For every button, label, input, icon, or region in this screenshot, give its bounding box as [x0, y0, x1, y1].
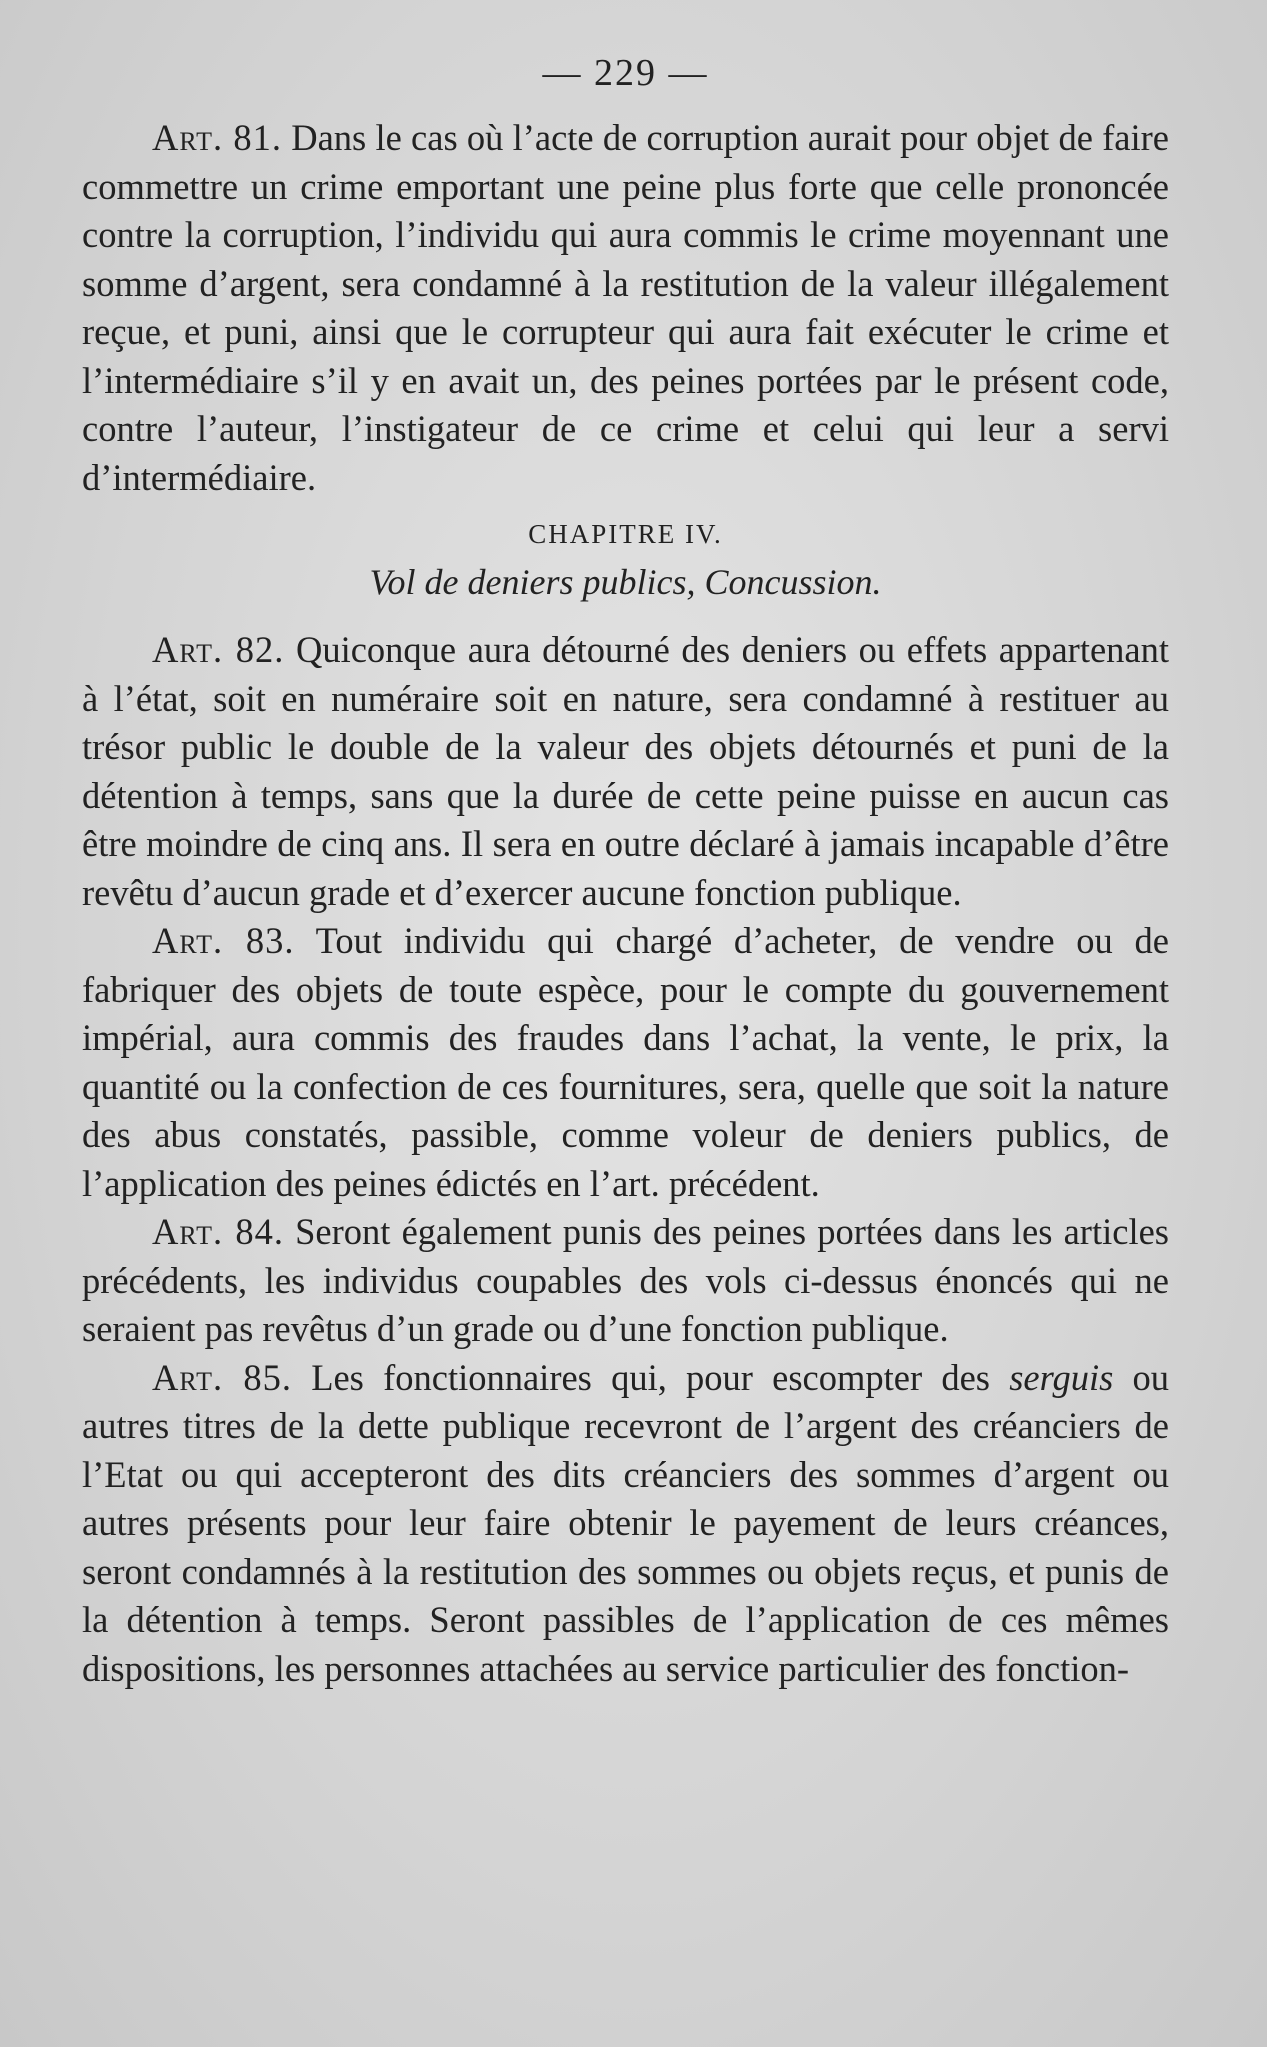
article-text: Tout individu qui chargé d’acheter, de vendre ou de fabriquer des objets de toute espèce, pour le compte du gouvernement impérial, aura commis des fraudes dans l’achat, la vente, le prix, la quantité ou la confection de ces fournitures, sera, quelle que soit la nature des abus constatés, passible, comme voleur de deniers publics, de l’application des peines édictés en l’art. précédent.	[82, 920, 1170, 1204]
article-label: Art. 81.	[152, 117, 282, 158]
article-text: Dans le cas où l’acte de corruption aurait pour objet de faire commettre un crime emportant une peine plus forte que celle prononcée contre la corruption, l’individu qui aura commis le crime moyennant une somme d’argent, sera condamné à la restitution de la valeur illégalement reçue, et puni, ainsi que le corrupteur qui aura fait exécuter le crime et l’intermédiaire s’il y en avait un, des peines portées par le présent code, contre l’auteur, l’instigateur de ce crime et celui qui leur a servi d’intermédiaire.	[82, 117, 1169, 498]
chapter-heading: CHAPITRE IV.	[528, 519, 723, 549]
article-text-italic: serguis	[1009, 1356, 1114, 1398]
article-text: Seront également punis des peines portées dans les articles précédents, les individus coupables des vols ci-dessus énoncés qui ne seraient pas revêtus d’un grade ou d’une fonction publique.	[82, 1211, 1169, 1349]
article-label: Art. 83.	[152, 920, 295, 961]
article-text: Quiconque aura détourné des deniers ou effets appartenant à l’état, soit en numéraire soit en nature, sera condamné à restituer au trésor public le double de la valeur des objets détournés et puni de la détention à temps, sans que la durée de cette peine puisse en aucun cas être moindre de cinq ans. Il sera en outre déclaré à jamais incapable d’être revêtu d’aucun grade et d’exercer aucune fonction publique.	[82, 629, 1170, 913]
article-81	[82, 114, 1169, 502]
article-label: Art. 82.	[152, 629, 285, 670]
article-label: Art. 85.	[152, 1356, 292, 1398]
article-label: Art. 84.	[152, 1211, 284, 1252]
chapter-title: Vol de deniers publics, Concussion.	[369, 562, 882, 602]
article-83	[82, 917, 1169, 1208]
article-text-before: Les fonctionnaires qui, pour escompter des	[311, 1356, 990, 1398]
page-number: — 229 —	[542, 52, 709, 94]
article-84	[82, 1208, 1169, 1354]
article-82	[82, 626, 1169, 917]
article-85	[82, 1354, 1169, 1694]
article-text-after: ou autres titres de la dette publique recevront de l’argent des créanciers de l’Etat ou qui accepteront des dits créanciers des sommes d’argent ou autres présents pour leur faire obtenir le payement de leurs créances, seront condamnés à la restitution des sommes ou objets reçus, et punis de la détention à temps. Seront passibles de l’application de ces mêmes dispositions, les personnes attachées au service particulier des fonction-	[82, 1356, 1170, 1689]
